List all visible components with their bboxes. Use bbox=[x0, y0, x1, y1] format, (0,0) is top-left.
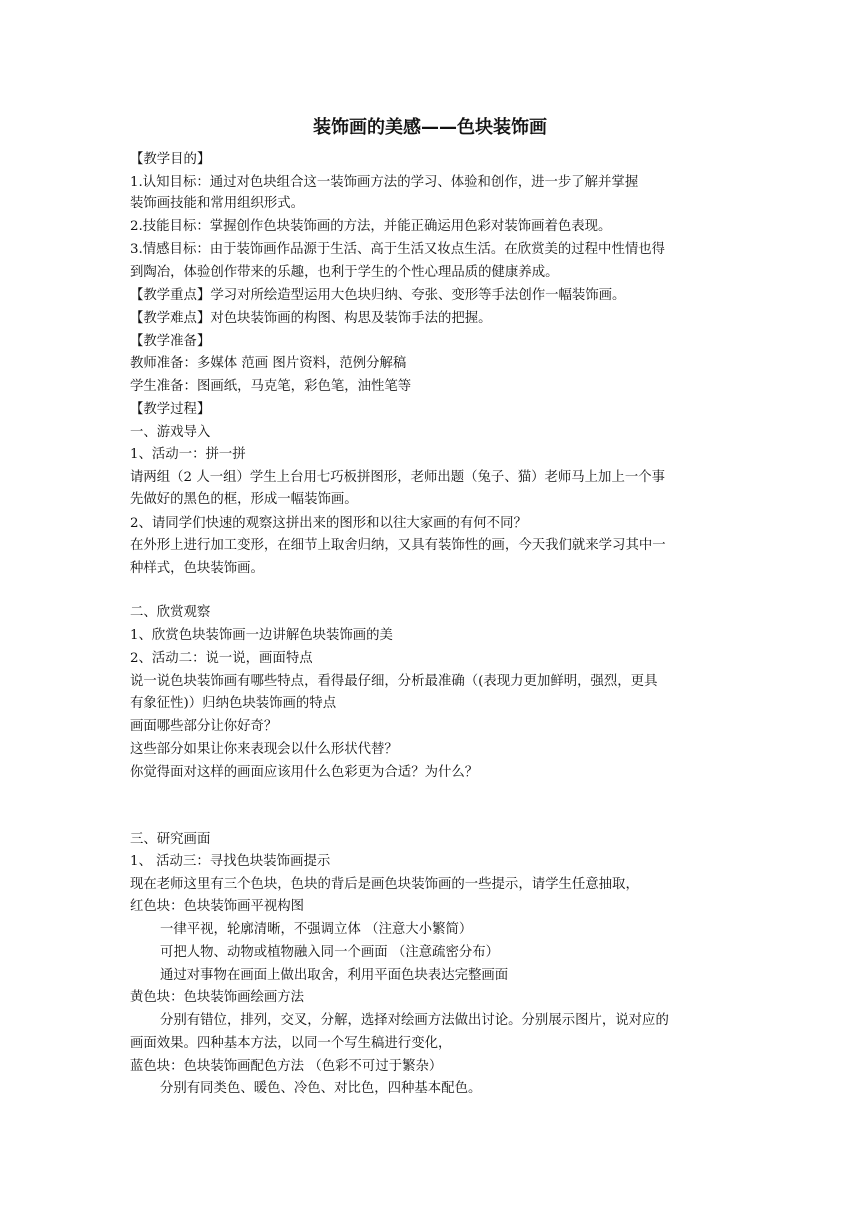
paragraph-line: 现在老师这里有三个色块，色块的背后是画色块装饰画的一些提示，请学生任意抽取， bbox=[130, 877, 639, 892]
subheading-research: 三、研究画面 bbox=[130, 832, 211, 847]
paragraph-line: 2、请同学们快速的观察这拼出来的图形和以往大家画的有何不同？ bbox=[130, 516, 527, 531]
paragraph-line: 画面哪些部分让你好奇？ bbox=[130, 719, 278, 734]
paragraph-line: 可把人物、动物或植物融入同一个画面 （注意疏密分布） bbox=[160, 945, 500, 960]
section-heading-difficulties: 【教学难点】对色块装饰画的构图、构思及装饰手法的把握。 bbox=[130, 311, 492, 326]
subheading-appreciation: 二、欣赏观察 bbox=[130, 605, 211, 620]
paragraph-line: 有象征性)）归纳色块装饰画的特点 bbox=[130, 696, 337, 711]
document-title: 装饰画的美感——色块装饰画 bbox=[313, 117, 547, 138]
section-heading-teaching-goals: 【教学目的】 bbox=[130, 152, 211, 167]
section-heading-key-points: 【教学重点】学习对所绘造型运用大色块归纳、夸张、变形等手法创作一幅装饰画。 bbox=[130, 288, 626, 303]
paragraph-line: 1.认知目标：通过对色块组合这一装饰画方法的学习、体验和创作，进一步了解并掌握 bbox=[130, 175, 639, 190]
paragraph-line: 在外形上进行加工变形，在细节上取舍归纳，又具有装饰性的画，今天我们就来学习其中一 bbox=[130, 538, 666, 553]
paragraph-line: 这些部分如果让你来表现会以什么形状代替？ bbox=[130, 742, 398, 757]
paragraph-line: 2、活动二：说一说，画面特点 bbox=[130, 651, 313, 666]
section-heading-process: 【教学过程】 bbox=[130, 402, 211, 417]
paragraph-line: 教师准备：多媒体 范画 图片资料，范例分解稿 bbox=[130, 356, 407, 371]
paragraph-line: 分别有错位，排列，交叉，分解，选择对绘画方法做出讨论。分别展示图片，说对应的 bbox=[160, 1013, 669, 1028]
paragraph-line: 种样式，色块装饰画。 bbox=[130, 561, 264, 576]
paragraph-line: 装饰画技能和常用组织形式。 bbox=[130, 196, 305, 211]
paragraph-line: 分别有同类色、暖色、冷色、对比色，四种基本配色。 bbox=[160, 1081, 482, 1096]
paragraph-line: 一律平视，轮廓清晰，不强调立体 （注意大小繁简） bbox=[160, 922, 473, 937]
paragraph-line: 你觉得面对这样的画面应该用什么色彩更为合适？为什么？ bbox=[130, 765, 479, 780]
paragraph-line: 说一说色块装饰画有哪些特点，看得最仔细，分析最准确（(表现力更加鲜明，强烈，更具 bbox=[130, 674, 658, 689]
paragraph-line: 先做好的黑色的框，形成一幅装饰画。 bbox=[130, 492, 358, 507]
paragraph-line: 请两组（2 人一组）学生上台用七巧板拼图形，老师出题（兔子、猫）老师马上加上一个事 bbox=[130, 470, 666, 485]
paragraph-line: 画面效果。四种基本方法，以同一个写生稿进行变化， bbox=[130, 1036, 452, 1051]
paragraph-line: 通过对事物在画面上做出取舍，利用平面色块表达完整画面 bbox=[160, 968, 509, 983]
paragraph-line: 1、欣赏色块装饰画一边讲解色块装饰画的美 bbox=[130, 628, 393, 643]
paragraph-line: 红色块：色块装饰画平视构图 bbox=[130, 899, 305, 914]
subheading-game-intro: 一、游戏导入 bbox=[130, 425, 211, 440]
paragraph-line: 1、 活动三：寻找色块装饰画提示 bbox=[130, 854, 331, 869]
paragraph-line: 3.情感目标：由于装饰画作品源于生活、高于生活又妆点生活。在欣赏美的过程中性情也得 bbox=[130, 242, 666, 257]
paragraph-line: 蓝色块：色块装饰画配色方法 （色彩不可过于繁杂） bbox=[130, 1059, 443, 1074]
paragraph-line: 2.技能目标：掌握创作色块装饰画的方法，并能正确运用色彩对装饰画着色表现。 bbox=[130, 219, 612, 234]
section-heading-preparation: 【教学准备】 bbox=[130, 334, 211, 349]
paragraph-line: 黄色块：色块装饰画绘画方法 bbox=[130, 990, 305, 1005]
paragraph-line: 学生准备：图画纸，马克笔，彩色笔，油性笔等 bbox=[130, 379, 412, 394]
paragraph-line: 到陶冶，体验创作带来的乐趣，也利于学生的个性心理品质的健康养成。 bbox=[130, 265, 559, 280]
paragraph-line: 1、活动一：拼一拼 bbox=[130, 447, 246, 462]
